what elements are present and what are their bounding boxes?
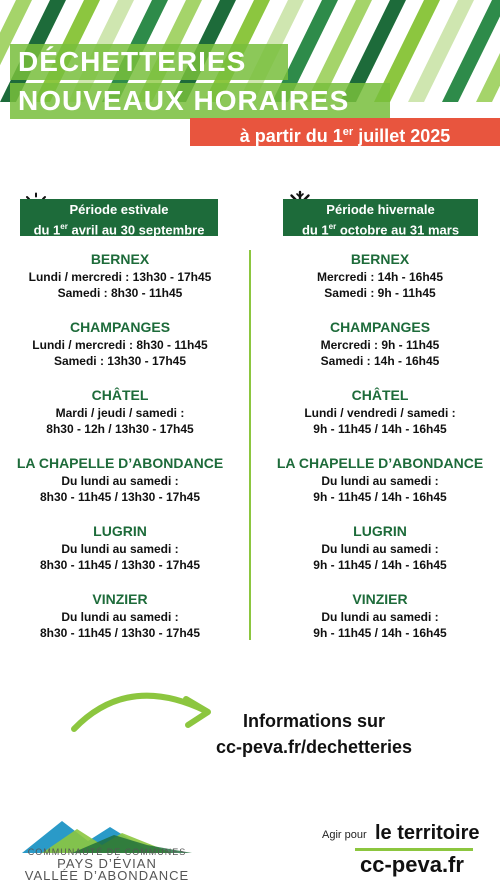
opening-hours: Du lundi au samedi : <box>61 474 179 488</box>
arrow-icon <box>68 683 218 735</box>
site-block <box>0 250 240 301</box>
territoire-text: le territoire <box>375 822 480 844</box>
winter-period-label <box>283 199 478 236</box>
opening-hours: Du lundi au samedi : <box>321 542 439 556</box>
site-name: CHAMPANGES <box>329 319 431 335</box>
site-block <box>0 318 240 369</box>
opening-hours: Samedi : 9h - 11h45 <box>324 286 436 300</box>
website-link[interactable]: cc-peva.fr <box>360 852 464 877</box>
start-date-banner <box>190 118 500 146</box>
summer-period-title: Période estivale <box>69 202 169 217</box>
site-block <box>260 318 500 369</box>
page-title-line2: NOUVEAUX HORAIRES <box>18 85 350 116</box>
opening-hours: 8h30 - 11h45 / 13h30 - 17h45 <box>39 558 201 572</box>
site-name: BERNEX <box>350 251 410 267</box>
site-name: LUGRIN <box>93 523 147 539</box>
date-sup: er <box>342 126 354 138</box>
opening-hours: Lundi / vendredi / samedi : <box>304 406 456 420</box>
opening-hours: Du lundi au samedi : <box>321 610 439 624</box>
opening-hours: 9h - 11h45 / 14h - 16h45 <box>313 490 447 504</box>
logo-line1: COMMUNAUTÉ DE COMMUNES <box>27 847 187 857</box>
opening-hours: 9h - 11h45 / 14h - 16h45 <box>313 558 447 572</box>
agir-text: Agir pour <box>322 829 367 841</box>
summer-period-dates: du 1er avril au 30 septembre <box>33 222 205 238</box>
winter-period-dates: du 1er octobre au 31 mars <box>301 222 460 238</box>
opening-hours: 8h30 - 11h45 / 13h30 - 17h45 <box>39 626 201 640</box>
site-name: CHÂTEL <box>351 387 409 403</box>
logo-line3: VALLÉE D’ABONDANCE <box>24 868 190 883</box>
winter-period-title: Période hivernale <box>326 202 435 217</box>
opening-hours: 9h - 11h45 / 14h - 16h45 <box>313 422 447 436</box>
site-block <box>260 522 500 573</box>
site-block <box>260 454 500 505</box>
opening-hours: Samedi : 14h - 16h45 <box>320 354 440 368</box>
info-block <box>200 708 428 760</box>
site-block <box>0 590 240 641</box>
opening-hours: Du lundi au samedi : <box>61 542 179 556</box>
logo-line2: PAYS D’ÉVIAN <box>57 856 157 871</box>
opening-hours: Mercredi : 14h - 16h45 <box>316 270 444 284</box>
opening-hours: Du lundi au samedi : <box>321 474 439 488</box>
opening-hours: Lundi / mercredi : 13h30 - 17h45 <box>28 270 212 284</box>
site-name: CHAMPANGES <box>69 319 171 335</box>
opening-hours: Lundi / mercredi : 8h30 - 11h45 <box>32 338 208 352</box>
info-text: Informations sur <box>242 711 385 731</box>
site-name: VINZIER <box>92 591 148 607</box>
opening-hours: Samedi : 13h30 - 17h45 <box>53 354 187 368</box>
info-link[interactable]: cc-peva.fr/dechetteries <box>215 737 413 757</box>
opening-hours: Samedi : 8h30 - 11h45 <box>57 286 183 300</box>
site-name: VINZIER <box>352 591 408 607</box>
date-prefix: à partir du 1 <box>239 126 343 146</box>
opening-hours: Mardi / jeudi / samedi : <box>55 406 185 420</box>
opening-hours: 9h - 11h45 / 14h - 16h45 <box>313 626 447 640</box>
site-name: BERNEX <box>90 251 150 267</box>
opening-hours: 8h30 - 11h45 / 13h30 - 17h45 <box>39 490 201 504</box>
opening-hours: Du lundi au samedi : <box>61 610 179 624</box>
site-block <box>260 386 500 437</box>
opening-hours: 8h30 - 12h / 13h30 - 17h45 <box>46 422 194 436</box>
site-block <box>0 454 240 505</box>
site-block <box>0 522 240 573</box>
accent-underline <box>355 848 473 851</box>
winter-schedule-column <box>260 250 500 658</box>
date-suffix: juillet 2025 <box>353 126 451 146</box>
page-title-line1: DÉCHETTERIES <box>18 46 247 77</box>
summer-schedule-column <box>0 250 240 658</box>
site-name: LA CHAPELLE D’ABONDANCE <box>16 455 224 471</box>
site-name: LA CHAPELLE D’ABONDANCE <box>276 455 484 471</box>
summer-period-label <box>20 199 218 236</box>
site-block <box>260 250 500 301</box>
site-name: CHÂTEL <box>91 387 149 403</box>
site-block <box>260 590 500 641</box>
site-name: LUGRIN <box>353 523 407 539</box>
column-divider <box>249 250 251 640</box>
opening-hours: Mercredi : 9h - 11h45 <box>320 338 440 352</box>
site-block <box>0 386 240 437</box>
